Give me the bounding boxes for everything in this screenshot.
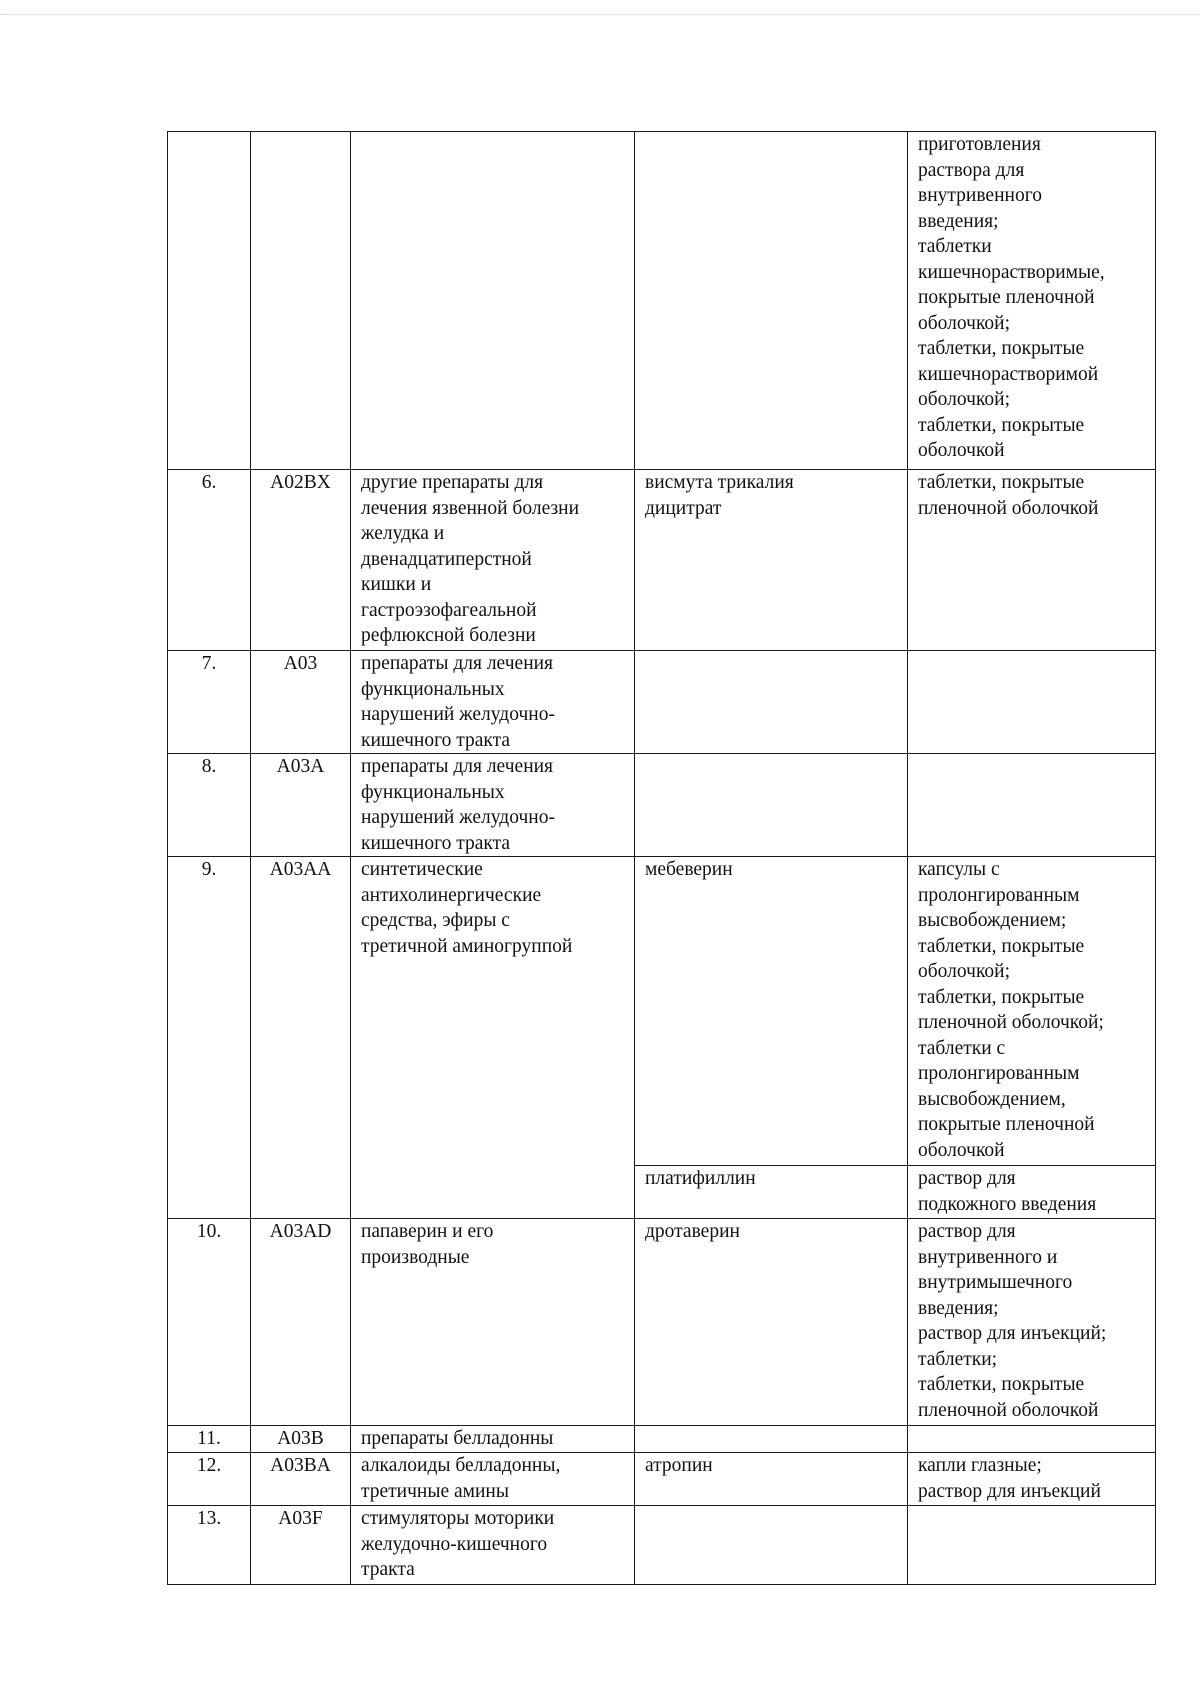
group-name-cell <box>351 1453 635 1506</box>
dosage-form-text: приготовления раствора для внутривенного введения; таблетки кишечнорастворимые, покрытые пленочной оболочкой; таблетки, покрытые кишечнорастворимой оболочкой; таблетки, покрытые оболочкой <box>918 134 1105 461</box>
row-number-cell: 11. <box>168 1426 251 1453</box>
dosage-form-text: капсулы с пролонгированным высвобождением; таблетки, покрытые оболочкой; таблетки, покрытые пленочной оболочкой; таблетки с пролонгированным высвобождением, покрытые пленочной оболочкой <box>918 859 1104 1161</box>
drug-name-text: атропин <box>645 1455 713 1476</box>
row-number-cell: 10. <box>168 1219 251 1426</box>
group-name-text: алкалоиды белладонны, третичные амины <box>361 1455 561 1502</box>
dosage-form-text: таблетки, покрытые пленочной оболочкой <box>918 472 1099 519</box>
group-name-cell <box>351 857 635 1219</box>
dosage-form-text: капли глазные; раствор для инъекций <box>918 1455 1101 1502</box>
row-number-cell: 13. <box>168 1506 251 1585</box>
dosage-form-text: раствор для внутривенного и внутримышечного введения; раствор для инъекций; таблетки; таблетки, покрытые пленочной оболочкой <box>918 1221 1107 1421</box>
dosage-form-cell <box>908 470 1156 651</box>
atc-code-cell: A02BX <box>251 470 351 651</box>
dosage-form-text: раствор для подкожного введения <box>918 1168 1097 1215</box>
group-name-cell <box>351 754 635 857</box>
table-row <box>168 1426 1156 1453</box>
table-row <box>168 651 1156 754</box>
drug-name-text: мебеверин <box>645 859 733 880</box>
atc-code-cell: A03F <box>251 1506 351 1585</box>
atc-code-cell: A03B <box>251 1426 351 1453</box>
drug-name-cell <box>635 754 908 857</box>
atc-code-cell <box>251 132 351 470</box>
table-row <box>168 470 1156 651</box>
drug-name-text: висмута трикалия дицитрат <box>645 472 794 519</box>
table-row <box>168 1506 1156 1585</box>
drug-name-cell <box>635 1426 908 1453</box>
dosage-form-cell <box>908 1426 1156 1453</box>
dosage-form-cell <box>908 1453 1156 1506</box>
table-row <box>168 1219 1156 1426</box>
row-number-cell: 12. <box>168 1453 251 1506</box>
atc-code-cell: A03 <box>251 651 351 754</box>
drug-name-cell <box>635 1506 908 1585</box>
table-row <box>168 132 1156 470</box>
scan-edge-line <box>0 14 1200 15</box>
group-name-cell <box>351 470 635 651</box>
group-name-text: папаверин и его производные <box>361 1221 494 1268</box>
row-number-cell: 9. <box>168 857 251 1219</box>
drug-name-cell <box>635 651 908 754</box>
table-row <box>168 754 1156 857</box>
drug-name-text: платифиллин <box>645 1168 756 1189</box>
dosage-form-cell <box>908 1219 1156 1426</box>
group-name-cell <box>351 651 635 754</box>
dosage-form-cell <box>908 1506 1156 1585</box>
group-name-text: другие препараты для лечения язвенной болезни желудка и двенадцатиперстной кишки и гастроэзофагеальной рефлюксной болезни <box>361 472 580 646</box>
group-name-cell <box>351 132 635 470</box>
dosage-form-cell <box>908 857 1156 1166</box>
group-name-text: препараты белладонны <box>361 1428 554 1449</box>
group-name-cell <box>351 1506 635 1585</box>
group-name-text: препараты для лечения функциональных нарушений желудочно- кишечного тракта <box>361 756 555 854</box>
group-name-cell <box>351 1219 635 1426</box>
drug-name-cell <box>635 1219 908 1426</box>
dosage-form-cell <box>908 1166 1156 1219</box>
dosage-form-cell <box>908 754 1156 857</box>
drug-list-table <box>167 131 1156 1585</box>
group-name-cell <box>351 1426 635 1453</box>
row-number-cell: 6. <box>168 470 251 651</box>
drug-name-text: дротаверин <box>645 1221 740 1242</box>
table-row <box>168 857 1156 1166</box>
atc-code-cell: A03BA <box>251 1453 351 1506</box>
atc-code-cell: A03AD <box>251 1219 351 1426</box>
drug-name-cell <box>635 1453 908 1506</box>
row-number-cell: 8. <box>168 754 251 857</box>
group-name-text: синтетические антихолинергические средства, эфиры с третичной аминогруппой <box>361 859 573 957</box>
drug-name-cell <box>635 470 908 651</box>
drug-name-cell <box>635 132 908 470</box>
table-row <box>168 1453 1156 1506</box>
drug-name-cell <box>635 857 908 1166</box>
drug-name-cell <box>635 1166 908 1219</box>
group-name-text: стимуляторы моторики желудочно-кишечного тракта <box>361 1508 555 1580</box>
row-number-cell: 7. <box>168 651 251 754</box>
atc-code-cell: A03A <box>251 754 351 857</box>
dosage-form-cell <box>908 651 1156 754</box>
row-number-cell <box>168 132 251 470</box>
group-name-text: препараты для лечения функциональных нарушений желудочно- кишечного тракта <box>361 653 555 751</box>
atc-code-cell: A03AA <box>251 857 351 1219</box>
dosage-form-cell <box>908 132 1156 470</box>
